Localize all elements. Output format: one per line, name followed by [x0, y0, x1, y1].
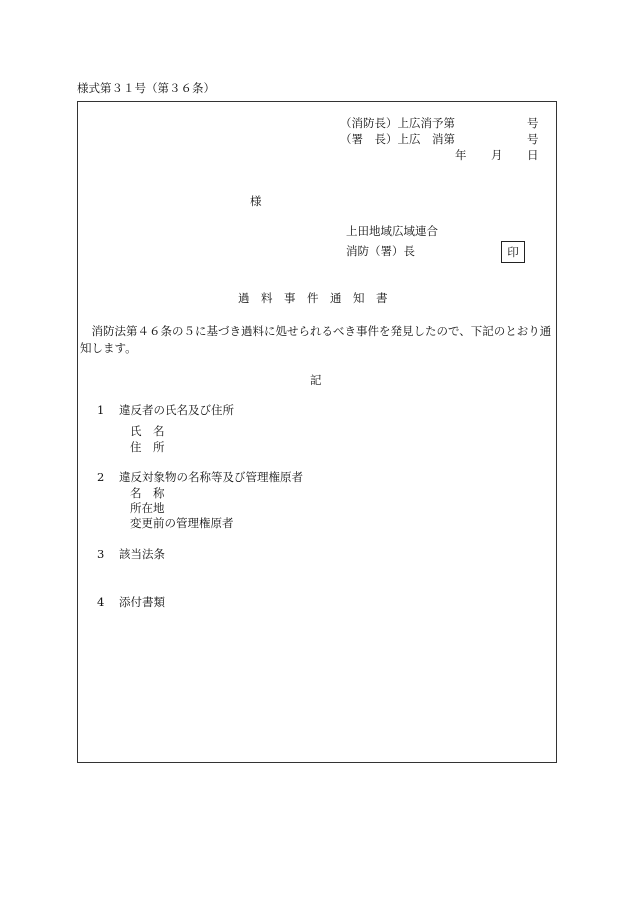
- item-2-sub-location: 所在地: [130, 501, 165, 515]
- item-2-sub-previous-manager: 変更前の管理権原者: [130, 516, 234, 530]
- seal-box: 印: [501, 241, 525, 263]
- recipient-honorific: 様: [250, 194, 262, 208]
- reference-line-station: （署 長）上広 消第: [340, 132, 455, 146]
- date-year: 年: [455, 148, 467, 162]
- item-4-number: 4: [97, 595, 105, 609]
- document-title: 過 料 事 件 通 知 書: [238, 291, 388, 305]
- sender-title: 消防（署）長: [346, 244, 415, 258]
- item-1-label: 違反者の氏名及び住所: [119, 403, 234, 417]
- item-1-sub-name: 氏 名: [130, 424, 165, 438]
- item-1-number: 1: [97, 403, 105, 417]
- item-3-label: 該当法条: [119, 547, 165, 561]
- item-2-sub-name: 名 称: [130, 486, 165, 500]
- date-month: 月: [491, 148, 503, 162]
- form-label: 様式第３１号（第３６条）: [77, 81, 215, 95]
- reference-number-suffix-station: 号: [527, 132, 539, 146]
- notice-body: 消防法第４６条の５に基づき過料に処せられるべき事件を発見したので、下記のとおり通知します。: [80, 324, 552, 355]
- reference-number-suffix-chief: 号: [527, 116, 539, 130]
- item-3-number: 3: [97, 547, 105, 561]
- ki-heading: 記: [310, 373, 322, 387]
- reference-line-chief: （消防長）上広消予第: [340, 116, 455, 130]
- date-day: 日: [527, 148, 539, 162]
- item-4-label: 添付書類: [119, 595, 165, 609]
- item-1-sub-address: 住 所: [130, 440, 165, 454]
- item-2-label: 違反対象物の名称等及び管理権原者: [119, 470, 303, 484]
- item-2-number: 2: [97, 470, 105, 484]
- sender-organization: 上田地域広域連合: [346, 224, 438, 238]
